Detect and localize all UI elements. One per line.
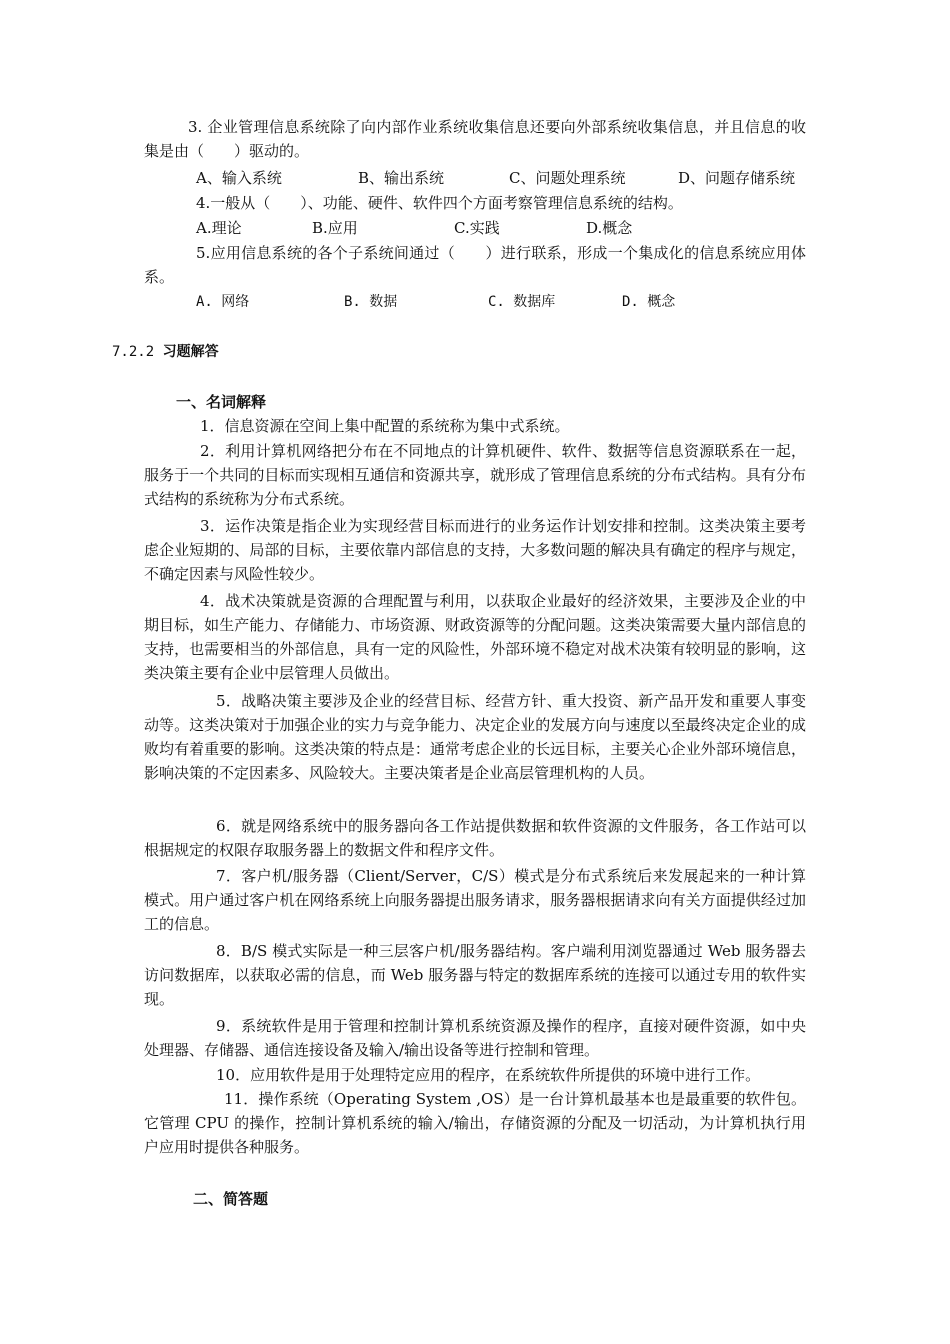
option-a: A、输入系统	[196, 169, 282, 187]
option-a: A. 网络	[196, 294, 250, 310]
definition-item: 1．信息资源在空间上集中配置的系统称为集中式系统。	[200, 417, 570, 435]
part1-heading: 一、名词解释	[176, 393, 267, 411]
option-b: B. 数据	[344, 294, 398, 310]
definition-item: 3．运作决策是指企业为实现经营目标而进行的业务运作计划安排和控制。这类决策主要考虑企业短期的、局部的目标，主要依靠内部信息的支持，大多数问题的解决具有确定的程序与规定，不确定因素与风险性较少。	[144, 517, 806, 583]
definition-item: 4．战术决策就是资源的合理配置与利用，以获取企业最好的经济效果，主要涉及企业的中期目标，如生产能力、存储能力、市场资源、财政资源等的分配问题。这类决策需要大量内部信息的支持，也需要相当的外部信息，具有一定的风险性，外部环境不稳定对战术决策有较明显的影响，这类决策主要有企业中层管理人员做出。	[144, 592, 806, 682]
option-a: A.理论	[196, 219, 242, 237]
definition-item: 11．操作系统（Operating System ,OS）是一台计算机最基本也是最重要的软件包。它管理 CPU 的操作，控制计算机系统的输入/输出，存储资源的分配及一切活动，为计算机执行用户应用时提供各种服务。	[144, 1090, 806, 1156]
question-3-options	[196, 166, 816, 190]
question-5-options	[196, 290, 816, 314]
definition-item: 10．应用软件是用于处理特定应用的程序，在系统软件所提供的环境中进行工作。	[216, 1066, 761, 1084]
question-5-text: 5.应用信息系统的各个子系统间通过（ ）进行联系，形成一个集成化的信息系统应用体系。	[144, 244, 806, 286]
question-4-options	[196, 216, 816, 240]
option-d: D.概念	[586, 219, 633, 237]
option-b: B.应用	[312, 219, 358, 237]
question-3-text: 3. 企业管理信息系统除了向内部作业系统收集信息还要向外部系统收集信息，并且信息的收集是由（ ）驱动的。	[144, 118, 806, 160]
definition-item: 2．利用计算机网络把分布在不同地点的计算机硬件、软件、数据等信息资源联系在一起，服务于一个共同的目标而实现相互通信和资源共享，就形成了管理信息系统的分布式结构。具有分布式结构的系统称为分布式系统。	[144, 442, 806, 508]
section-heading	[112, 340, 219, 364]
part2-heading: 二、简答题	[193, 1190, 269, 1208]
question-4-text: 4.一般从（ ）、功能、硬件、软件四个方面考察管理信息系统的结构。	[196, 194, 683, 212]
section-number: 7.2.2	[112, 344, 155, 360]
option-c: C.实践	[454, 219, 500, 237]
option-d: D、问题存储系统	[678, 169, 796, 187]
option-c: C、问题处理系统	[509, 169, 626, 187]
option-c: C. 数据库	[488, 294, 556, 310]
option-d: D. 概念	[622, 294, 676, 310]
section-title: 习题解答	[162, 344, 219, 360]
definition-item: 9．系统软件是用于管理和控制计算机系统资源及操作的程序，直接对硬件资源，如中央处理器、存储器、通信连接设备及输入/输出设备等进行控制和管理。	[144, 1017, 806, 1059]
option-b: B、输出系统	[358, 169, 445, 187]
definition-item: 8．B/S 模式实际是一种三层客户机/服务器结构。客户端利用浏览器通过 Web 服务器去访问数据库，以获取必需的信息，而 Web 服务器与特定的数据库系统的连接可以通过专用的软件实现。	[144, 942, 806, 1008]
definition-item: 5．战略决策主要涉及企业的经营目标、经营方针、重大投资、新产品开发和重要人事变动等。这类决策对于加强企业的实力与竞争能力、决定企业的发展方向与速度以至最终决定企业的成败均有着重要的影响。这类决策的特点是：通常考虑企业的长远目标，主要关心企业外部环境信息，影响决策的不定因素多、风险较大。主要决策者是企业高层管理机构的人员。	[144, 692, 806, 782]
definition-item: 6．就是网络系统中的服务器向各工作站提供数据和软件资源的文件服务，各工作站可以根据规定的权限存取服务器上的数据文件和程序文件。	[144, 817, 806, 859]
definition-item: 7．客户机/服务器（Client/Server，C/S）模式是分布式系统后来发展起来的一种计算模式。用户通过客户机在网络系统上向服务器提出服务请求，服务器根据请求向有关方面提供经过加工的信息。	[144, 867, 806, 933]
